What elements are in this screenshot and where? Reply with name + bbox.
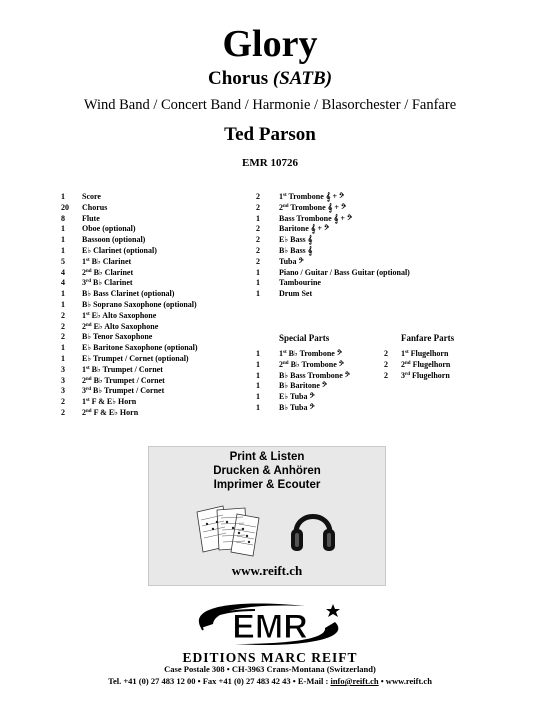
part-name: B♭ Bass Clarinet (optional) (82, 289, 175, 299)
part-quantity: 3 (61, 386, 65, 396)
print-listen-promo[interactable] (148, 446, 386, 586)
part-name: B♭ Soprano Saxophone (optional) (82, 299, 197, 309)
part-quantity: 1 (256, 392, 260, 402)
part-quantity: 3 (61, 375, 65, 385)
part-quantity: 2 (61, 397, 65, 407)
score-title: Glory (222, 23, 318, 65)
part-name: E♭ Baritone Saxophone (optional) (82, 343, 198, 353)
part-name: 2nd Flugelhorn (401, 359, 451, 369)
fanfare-parts-heading: Fanfare Parts (401, 333, 455, 343)
part-name: 1st B♭ Trumpet / Cornet (82, 364, 163, 374)
promo-line-english: Print & Listen (229, 451, 305, 463)
part-name: 3rd Flugelhorn (401, 370, 450, 380)
part-name: Chorus (82, 202, 108, 212)
part-name: 1st F & E♭ Horn (82, 397, 137, 407)
part-quantity: 1 (256, 349, 260, 358)
part-quantity: 1 (256, 370, 260, 380)
part-name: 3rd B♭ Clarinet (82, 278, 133, 288)
part-quantity: 1 (61, 343, 65, 353)
catalog-number: EMR 10726 (242, 157, 298, 169)
part-name: Flute (82, 213, 100, 223)
part-quantity: 1 (256, 213, 260, 223)
part-name: 2nd E♭ Alto Saxophone (82, 321, 159, 331)
part-quantity: 2 (61, 321, 65, 331)
part-name: E♭ Clarinet (optional) (82, 245, 157, 255)
part-quantity: 2 (256, 192, 260, 201)
part-quantity: 1 (256, 381, 260, 391)
part-quantity: 2 (384, 370, 388, 380)
part-name: B♭ Tenor Saxophone (82, 332, 153, 342)
part-name: 1st E♭ Alto Saxophone (82, 310, 157, 320)
part-quantity: 2 (61, 332, 65, 342)
contact-email-link[interactable]: info@reift.ch (330, 676, 379, 686)
special-parts-heading: Special Parts (279, 333, 330, 343)
part-name: Baritone 𝄞 + 𝄢 (279, 224, 330, 234)
part-quantity: 1 (256, 267, 260, 277)
promo-line-german: Drucken & Anhören (213, 465, 321, 477)
promo-line-french: Imprimer & Ecouter (213, 479, 321, 491)
part-quantity: 1 (61, 224, 65, 234)
part-quantity: 1 (61, 353, 65, 363)
part-name: Drum Set (279, 289, 313, 299)
part-quantity: 2 (256, 224, 260, 234)
ensemble-list: Wind Band / Concert Band / Harmonie / Blasorchester / Fanfare (83, 97, 457, 113)
part-quantity: 1 (61, 289, 65, 299)
part-quantity: 4 (61, 267, 65, 277)
part-name: E♭ Tuba 𝄢 (279, 392, 315, 402)
part-quantity: 1 (256, 402, 260, 412)
part-quantity: 2 (256, 202, 260, 212)
part-quantity: 2 (384, 359, 388, 369)
part-name: Tambourine (279, 278, 321, 288)
publisher-address: Case Postale 308 • CH-3963 Crans-Montana (Switzerland) (164, 664, 376, 674)
part-quantity: 1 (61, 192, 65, 201)
part-quantity: 1 (256, 359, 260, 369)
emr-logo (185, 600, 355, 648)
part-name: 2nd B♭ Trumpet / Cornet (82, 375, 165, 385)
part-quantity: 2 (256, 245, 260, 255)
part-quantity: 2 (256, 256, 260, 266)
part-name: 3rd B♭ Trumpet / Cornet (82, 386, 165, 396)
part-name: 1st B♭ Clarinet (82, 256, 132, 266)
part-quantity: 1 (256, 278, 260, 288)
part-quantity: 8 (61, 213, 65, 223)
headphones-icon (289, 501, 337, 557)
part-quantity: 1 (61, 245, 65, 255)
part-name: Tuba 𝄢 (279, 256, 304, 266)
part-name: 1st Trombone 𝄞 + 𝄢 (279, 192, 345, 201)
contact-website[interactable]: • www.reift.ch (378, 676, 432, 686)
subtitle-main: Chorus (207, 68, 269, 89)
part-name: B♭ Baritone 𝄢 (279, 381, 328, 391)
composer-name: Ted Parson (224, 124, 316, 145)
part-name: E♭ Trumpet / Cornet (optional) (82, 353, 189, 363)
score-subtitle (0, 68, 540, 90)
part-name: 2nd Trombone 𝄞 + 𝄢 (279, 202, 347, 212)
part-quantity: 2 (61, 407, 65, 417)
part-quantity: 1 (61, 235, 65, 245)
part-name: E♭ Bass 𝄞 (279, 235, 313, 245)
promo-url-link[interactable]: www.reift.ch (231, 563, 303, 578)
part-quantity: 1 (61, 299, 65, 309)
subtitle-voicing: (SATB) (272, 68, 333, 89)
part-name: B♭ Bass Trombone 𝄢 (279, 370, 350, 380)
part-name: B♭ Tuba 𝄢 (279, 402, 315, 412)
part-quantity: 2 (61, 310, 65, 320)
part-quantity: 5 (61, 256, 65, 266)
part-name: 2nd B♭ Clarinet (82, 267, 134, 277)
part-quantity: 20 (61, 202, 69, 212)
part-name: B♭ Bass 𝄞 (279, 245, 313, 255)
part-name: Bass Trombone 𝄞 + 𝄢 (279, 213, 353, 223)
part-quantity: 2 (384, 349, 388, 358)
part-name: 2nd B♭ Trombone 𝄢 (279, 359, 344, 369)
part-quantity: 3 (61, 364, 65, 374)
part-quantity: 4 (61, 278, 65, 288)
publisher-name: EDITIONS MARC REIFT (182, 650, 358, 665)
part-name: Score (82, 192, 101, 201)
part-name: Oboe (optional) (82, 224, 136, 234)
part-name: 1st B♭ Trombone 𝄢 (279, 349, 342, 358)
sheet-music-icon (193, 502, 263, 558)
publisher-contact (0, 676, 540, 686)
part-name: Piano / Guitar / Bass Guitar (optional) (279, 267, 410, 277)
part-quantity: 1 (256, 289, 260, 299)
contact-phone-fax: Tel. +41 (0) 27 483 12 00 • Fax +41 (0) 27 483 42 43 • E-Mail : (108, 676, 331, 686)
part-quantity: 2 (256, 235, 260, 245)
logo-text: EMR (232, 608, 308, 646)
part-name: 1st Flugelhorn (401, 349, 449, 358)
part-name: Bassoon (optional) (82, 235, 146, 245)
part-name: 2nd F & E♭ Horn (82, 407, 139, 417)
